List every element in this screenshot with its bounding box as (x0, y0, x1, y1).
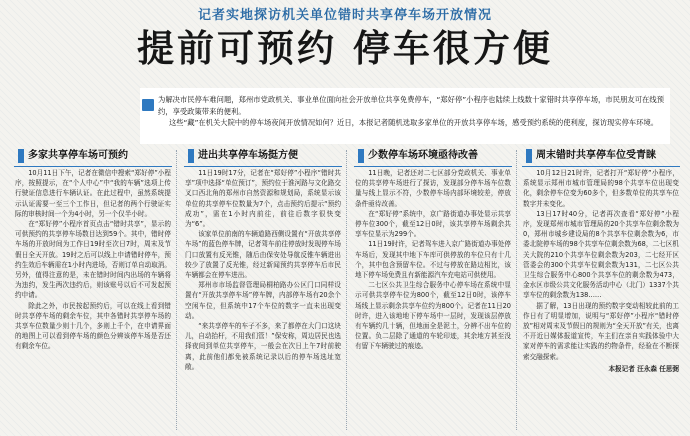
paragraph: 11日19时17分，记者在“郑好停”小程序“错时共享”项中选择“单位预订”，预约位于淮河路与文化路交叉口西北角的郑州市自然资源和规划局，系统显示该单位的共享停车位数量为7个，点击预约后提示“预约成功”，需在1小时内前往，前往后数字很快变为“6”。 (185, 169, 341, 229)
column-body (14, 168, 172, 352)
heading-rule (522, 166, 680, 167)
column-heading (184, 146, 342, 168)
heading-rule (354, 166, 512, 167)
column-divider (176, 150, 177, 430)
lead-paragraph: 为解决市民停车难问题，郑州市党政机关、事业单位面向社会开放单位共享免费停车，“郑好停”小程序也陆续上线数十家错时共享停车场，市民朋友可在线预约，享受政策带来的便利。 (158, 95, 664, 116)
column-heading (522, 146, 680, 168)
heading-marker-icon (188, 149, 194, 163)
paragraph: 在“郑好停”系统中，京广路街道办事处显示共享停车位300个，截至12日0时，该共享停车场剩余共享车位显示为299个。 (355, 209, 511, 239)
lead-marker-icon (142, 99, 154, 111)
byline: 本报记者 汪永森 任思弼 (608, 364, 679, 373)
paragraph: 13日17时40分，记者再次查看“郑好停”小程序，发现郑州市城市管理局的20个共享车位剩余数为0，郑州市城乡建设局的8个共享车位剩余数为6，市委北院停车场的98个共享车位剩余数为68，二七区机关大院的210个共享车位剩余数为203，二七经开区管委会的300个共享车位剩余数为131，二七区公共卫生综合服务中心800个共享车位的剩余数为473，金水区市级公共文化服务活动中心（北门）1337个共享车位的剩余数为138…… (523, 209, 679, 300)
heading-marker-icon (358, 149, 364, 163)
paragraph: “来共享停车的车子不多，来了都停在大门口这块儿，自动抬杆，不用我们管！”保安称，周边居民也选择夜间到单位共享停车，一般会在次日上午7时前驶离，此前他们都免被系统记录以后的停车场选址宽敞。 (185, 322, 341, 371)
paragraph: 该家单位前南的车辆道路西侧设置有“开放共享停车场”的蓝色停车牌，记者驾车前往停放时发现停车场门口放置有反光锥，随后由保安处导航反锥车辆进出较少了放置了反光锥，经过新闻预约共享停车后市民车辆都会在停车进出。 (185, 230, 341, 280)
paragraph: 郑州市市场监督管理局桐柏路办公区门口同样设置有“开放共享停车场”停车牌，内部停车场有20余个空闲车位，但系统中17个车位的数字一直未出现变动。 (185, 281, 341, 320)
column-title: 多家共享停车场可预约 (28, 150, 128, 161)
article-column-4 (522, 146, 680, 431)
heading-rule (184, 166, 342, 167)
paragraph: 二七区公共卫生综合服务中心停车场在系统中显示可供共享停车位为800个，截至12日0时，该停车场线上显示剩余共享车位约为800个。记者在11日20时许，进入该地地下停车场中一层时，发现该层停放有车辆约几十辆，但地面全是泥土，分辨不出车位的位置。负二层除了通道的车轮印迹，其余地方甚至没有留下车辆驶过的痕迹。 (355, 281, 511, 351)
paragraph: 据了解，13日出现的预约数字变动相较此前的工作日有了明显增加，说明与“郑好停”小程序“错时停放”相对周末及节假日的规则为“全天开放”有关，也离不开近日媒体报道宣传，车主们在亲自实践体验中大家对停车的需求能让实践的约物条件，经验在不断探索交融探索。 (523, 301, 679, 361)
column-body (522, 168, 680, 374)
lead-paragraph: 这些“藏”在机关大院中的停车场夜间开放情况如何？近日，本报记者随机选取多家单位的开放共享停车场，感受预约系统的使利度，探访现实停车环境。 (168, 118, 659, 127)
lead-text (158, 94, 664, 129)
column-body (354, 168, 512, 352)
paragraph: 10月12日21时许，记者打开“郑好停”小程序，系统显示郑州市城市管理局的98个共享车位出现变化，剩余停车位变为60多个，但多数单位的共享车位数字并未变化。 (523, 169, 679, 208)
heading-rule (14, 166, 172, 167)
column-heading (14, 146, 172, 168)
column-title: 进出共享停车场挺方便 (198, 150, 298, 161)
column-divider (346, 150, 347, 430)
column-body (184, 168, 342, 372)
article-column-1 (14, 146, 172, 431)
column-heading (354, 146, 512, 168)
article-column-2 (184, 146, 342, 431)
column-title: 少数停车场环境亟待改善 (368, 150, 478, 161)
heading-marker-icon (526, 149, 532, 163)
article-column-3 (354, 146, 512, 431)
column-divider (516, 150, 517, 430)
paragraph: 11日晚，记者还对二七区部分党政机关、事业单位的共享停车场进行了探访，发现部分停车场车位数量与线上显示不符，少数停车场内部环境较差，停放条件亟待改善。 (355, 169, 511, 208)
paragraph: 10月11日下午，记者在微信中搜索“郑好停”小程序，按照提示，在“个人中心”中“我的车辆”选项上传行驶证信息进行车辆认证。在此过程中，虽然系统提示认证需要一至三个工作日，但记者的两个行驶证实际的审核时间一个为4小时，另一个仅半小时。 (15, 169, 171, 218)
paragraph: 除此之外，市民按起预约后，可以在线上看到错时共享停车场的剩余车位，其中各错时共享停车场的共享车位数量少则十几个，多则上千个，在申请界面的地图上可以看到停车场的颜色分辨该停车场是否还有剩余车位。 (15, 301, 171, 351)
kicker-headline: 记者实地探访机关单位错时共享停车场开放情况 (197, 8, 492, 23)
heading-marker-icon (18, 149, 24, 163)
paragraph: 11日19时许，记者驾车进入京广路街道办事处停车场后，发现其中地下车库可供停放的车位只有十几个，其中包含预留车位。不过与停放在路边相比，该地下停车场免费且有新能源汽车充电站可供使用。 (355, 240, 511, 280)
column-title: 周末错时共享停车位受青睐 (536, 150, 656, 161)
main-headline: 提前可预约 停车很方便 (137, 27, 553, 70)
paragraph: 在“郑好停”小程序首页点击“错时共享”，显示的可供预约的共享停车场数目达到59个。其中，错时停车场的开放时间为工作日19时至次日7时，周末及节假日全天开放。19时之后可以线上申请错时停车，预约生效后车辆需在1小时内进场，否则订单自动取消。另外，值得注意的是，未在错时时间内出场的车辆将为违约，发生两次违约后，则该账号以后不可发起预约申请。 (15, 220, 171, 300)
